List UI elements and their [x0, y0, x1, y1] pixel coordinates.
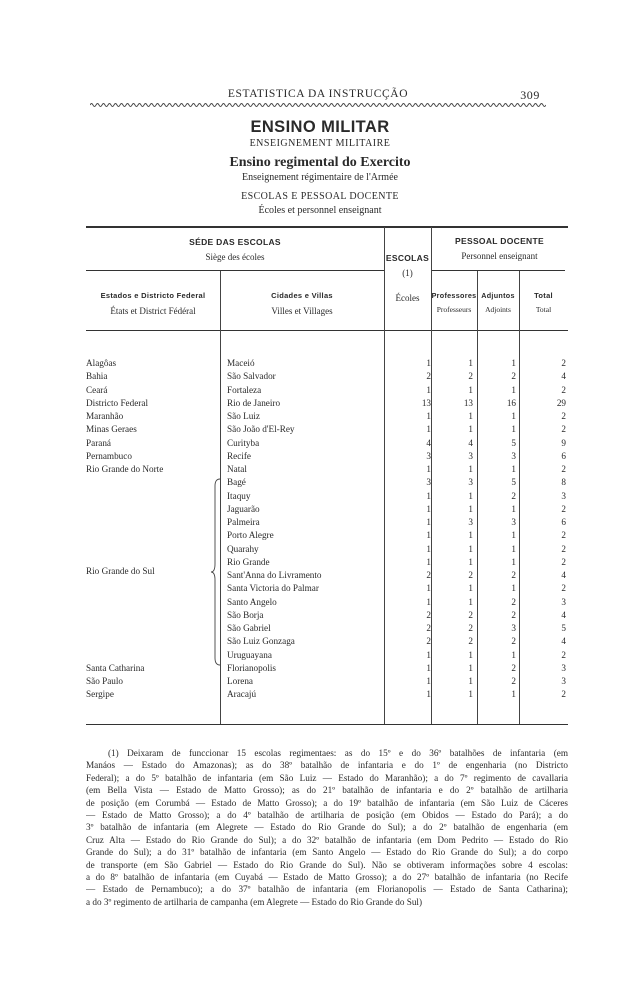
city-cell: São João d'El-Rey: [227, 424, 295, 435]
table-row: [0, 517, 640, 530]
escolas-cell: 1: [426, 384, 431, 395]
city-cell: Porto Alegre: [227, 530, 274, 541]
adjuntos-cell: 2: [511, 490, 516, 501]
table-row: [0, 411, 640, 424]
adjuntos-cell: 2: [511, 676, 516, 686]
professores-cell: 1: [468, 384, 473, 395]
city-cell: São Borja: [227, 609, 264, 620]
footnote-line: de transporte (em São Gabriel — Estado do Rio Grande do Sul). Não se obtiveram informações sobre 4 escolas:: [86, 859, 568, 870]
city-cell: Santo Angelo: [227, 596, 277, 607]
table-row: [0, 623, 640, 636]
header-sede-fr: Siège des écoles: [205, 252, 265, 262]
state-cell: Districto Federal: [86, 397, 148, 408]
escolas-cell: 1: [426, 583, 431, 594]
adjuntos-cell: 5: [511, 437, 516, 448]
header-mid-rule: [86, 270, 384, 271]
table-row: [0, 650, 640, 663]
escolas-cell: 2: [426, 371, 431, 382]
footnote-line: Federal); a do 5º batalhão de infantaria (em São Luiz — Estado do Maranhão); a do 7º regimento de cavallaria: [86, 772, 568, 783]
city-cell: São Luiz Gonzaga: [227, 636, 295, 647]
escolas-cell: 1: [426, 689, 431, 700]
total-cell: 4: [561, 636, 566, 647]
professores-cell: 1: [468, 676, 473, 686]
city-cell: São Luiz: [227, 411, 260, 421]
header-total-fr: Total: [535, 305, 552, 314]
table-row: [0, 597, 640, 610]
professores-cell: 1: [468, 543, 473, 554]
footnote-line: Cruz Alta — Estado do Rio Grande do Sul); a do 32º batalhão de infantaria (em Dom Pedrito — Estado do Rio: [86, 834, 568, 845]
escolas-cell: 1: [426, 358, 431, 368]
footnote: [86, 747, 568, 908]
escolas-cell: 1: [426, 543, 431, 554]
adjuntos-cell: 1: [511, 411, 516, 421]
professores-cell: 1: [468, 583, 473, 594]
table-row: [0, 676, 640, 689]
adjuntos-cell: 3: [511, 517, 516, 527]
footnote-line: (em Bella Vista — Estado de Matto Grosso); as do 21º batalhão de infantaria e do 2º batalhão de artilharia: [86, 785, 568, 796]
escolas-cell: 1: [426, 596, 431, 607]
city-cell: Maceió: [227, 358, 255, 368]
escolas-cell: 1: [426, 424, 431, 435]
table-row: [0, 398, 640, 411]
table-bottom-rule: [86, 724, 568, 725]
state-cell: Minas Geraes: [86, 424, 137, 435]
header-bottom-rule: [86, 330, 568, 331]
escolas-cell: 1: [426, 649, 431, 660]
city-cell: Fortaleza: [227, 384, 262, 395]
main-heading-fr: ENSEIGNEMENT MILITAIRE: [249, 138, 391, 149]
footnote-line: a do 3º regimento de artilharia de campanha (em Alegrete — Estado do Rio Grande do Sul): [86, 896, 423, 907]
table-row: [0, 530, 640, 543]
escolas-cell: 1: [426, 490, 431, 501]
professores-cell: 1: [468, 649, 473, 660]
professores-cell: 4: [468, 437, 473, 448]
city-cell: Recife: [227, 450, 251, 461]
adjuntos-cell: 1: [511, 543, 516, 554]
table-row: [0, 358, 640, 371]
adjuntos-cell: 1: [511, 464, 516, 474]
professores-cell: 2: [468, 371, 473, 382]
professores-cell: 2: [468, 623, 473, 633]
total-cell: 2: [561, 464, 566, 474]
footnote-line: a do 8º batalhão de infantaria (em Cuyabá — Estado de Matto Grosso); a do 27º batalhão de infantaria (no Recife: [86, 871, 568, 882]
total-cell: 9: [561, 437, 566, 448]
state-rio-grande-do-sul: Rio Grande do Sul: [86, 566, 155, 576]
total-cell: 5: [561, 623, 566, 633]
professores-cell: 1: [468, 424, 473, 435]
professores-cell: 13: [463, 397, 473, 408]
table-row: [0, 663, 640, 676]
adjuntos-cell: 1: [511, 424, 516, 435]
professores-cell: 1: [468, 662, 473, 673]
total-cell: 3: [561, 676, 566, 686]
adjuntos-cell: 1: [511, 530, 516, 541]
total-cell: 4: [561, 570, 566, 580]
header-estados: Estados e Districto Federal: [100, 291, 206, 300]
table-caption: ESCOLAS E PESSOAL DOCENTE: [241, 191, 399, 202]
professores-cell: 1: [468, 503, 473, 514]
header-pessoal-fr: Personnel enseignant: [461, 251, 538, 261]
state-cell: Maranhão: [86, 411, 124, 421]
header-professores: Professores: [431, 291, 477, 300]
total-cell: 2: [561, 411, 566, 421]
table-row: [0, 491, 640, 504]
adjuntos-cell: 2: [511, 609, 516, 620]
header-estados-fr: États et District Fédéral: [110, 306, 196, 316]
escolas-cell: 1: [426, 676, 431, 686]
table-row: [0, 424, 640, 437]
state-cell: Pernambuco: [86, 450, 132, 461]
escolas-cell: 4: [426, 437, 431, 448]
city-cell: Curityba: [227, 437, 260, 448]
professores-cell: 3: [468, 450, 473, 461]
state-cell: Ceará: [86, 384, 108, 395]
main-heading: ENSINO MILITAR: [250, 118, 390, 136]
header-escolas-fr: Écoles: [395, 293, 420, 303]
table-caption-fr: Écoles et personnel enseignant: [258, 205, 382, 216]
table-row: [0, 371, 640, 384]
table-row: [0, 610, 640, 623]
state-cell: Paraná: [86, 437, 111, 448]
adjuntos-cell: 1: [511, 503, 516, 514]
city-cell: Natal: [227, 464, 247, 474]
total-cell: 29: [556, 397, 566, 408]
table-row: [0, 689, 640, 702]
header-pessoal: PESSOAL DOCENTE: [455, 236, 544, 246]
table-top-rule: [86, 226, 568, 228]
footnote-line: — Estado de Pernambuco); a do 37º batalhão de infantaria (em Florianopolis — Estado de Santa Catharina);: [86, 884, 568, 895]
escolas-cell: 2: [426, 609, 431, 620]
adjuntos-cell: 1: [511, 649, 516, 660]
professores-cell: 1: [468, 411, 473, 421]
city-cell: Lorena: [227, 676, 254, 686]
escolas-cell: 2: [426, 623, 431, 633]
adjuntos-cell: 3: [511, 623, 516, 633]
city-cell: Jaguarão: [227, 503, 260, 514]
professores-cell: 1: [468, 689, 473, 700]
table-row: [0, 464, 640, 477]
professores-cell: 1: [468, 596, 473, 607]
escolas-cell: 1: [426, 530, 431, 541]
total-cell: 2: [561, 583, 566, 594]
state-cell: Bahia: [86, 371, 108, 382]
table-row: [0, 477, 640, 490]
state-cell: Sergipe: [86, 689, 114, 700]
total-cell: 2: [561, 556, 566, 567]
professores-cell: 1: [468, 556, 473, 567]
adjuntos-cell: 1: [511, 384, 516, 395]
city-cell: Rio Grande: [227, 556, 270, 567]
section-heading-fr: Enseignement régimentaire de l'Armée: [242, 172, 398, 183]
header-mid-rule-right: [431, 270, 565, 271]
city-cell: Sant'Anna do Livramento: [227, 570, 322, 580]
total-cell: 3: [561, 490, 566, 501]
header-total: Total: [534, 291, 553, 300]
city-cell: São Salvador: [227, 371, 276, 382]
professores-cell: 2: [468, 636, 473, 647]
adjuntos-cell: 2: [511, 371, 516, 382]
escolas-cell: 2: [426, 570, 431, 580]
professores-cell: 1: [468, 464, 473, 474]
footnote-line: (1) Deixaram de funccionar 15 escolas regimentaes: as do 15º e do 36º batalhões de infantaria (em: [108, 748, 568, 758]
total-cell: 4: [561, 609, 566, 620]
escolas-cell: 3: [426, 477, 431, 488]
total-cell: 6: [561, 450, 566, 461]
table-row: [0, 385, 640, 398]
escolas-cell: 13: [421, 397, 431, 408]
total-cell: 2: [561, 503, 566, 514]
city-cell: Aracajú: [227, 689, 257, 700]
header-adjuntos: Adjuntos: [481, 291, 515, 300]
total-cell: 2: [561, 384, 566, 395]
header-adjuntos-fr: Adjoints: [485, 305, 511, 314]
adjuntos-cell: 2: [511, 662, 516, 673]
adjuntos-cell: 16: [506, 397, 516, 408]
wavy-rule: [90, 101, 546, 109]
adjuntos-cell: 1: [511, 556, 516, 567]
adjuntos-cell: 3: [511, 450, 516, 461]
escolas-cell: 1: [426, 662, 431, 673]
escolas-cell: 1: [426, 411, 431, 421]
city-cell: São Gabriel: [227, 623, 271, 633]
professores-cell: 3: [468, 517, 473, 527]
city-cell: Uruguayana: [227, 649, 272, 660]
total-cell: 2: [561, 689, 566, 700]
escolas-cell: 2: [426, 636, 431, 647]
professores-cell: 1: [468, 490, 473, 501]
escolas-cell: 1: [426, 464, 431, 474]
state-cell: Santa Catharina: [86, 662, 145, 673]
state-cell: Rio Grande do Norte: [86, 464, 164, 474]
adjuntos-cell: 1: [511, 689, 516, 700]
table-row: [0, 583, 640, 596]
header-cidades: Cidades e Villas: [271, 291, 333, 300]
total-cell: 3: [561, 662, 566, 673]
table-row: [0, 451, 640, 464]
adjuntos-cell: 1: [511, 583, 516, 594]
city-cell: Rio de Janeiro: [227, 397, 281, 408]
escolas-cell: 1: [426, 503, 431, 514]
total-cell: 2: [561, 358, 566, 368]
escolas-cell: 3: [426, 450, 431, 461]
adjuntos-cell: 2: [511, 636, 516, 647]
brace-icon: [210, 478, 222, 666]
footnote-line: de posição (em Corumbá — Estado de Matto Grosso); a do 19º batalhão de infantaria (em São Luiz de Cáceres: [86, 797, 568, 808]
city-cell: Bagé: [227, 477, 246, 488]
city-cell: Santa Victoria do Palmar: [227, 583, 319, 594]
section-heading: Ensino regimental do Exercito: [229, 155, 411, 170]
running-head-title: ESTATISTICA DA INSTRUCÇÃO: [227, 88, 409, 100]
table-row: [0, 438, 640, 451]
adjuntos-cell: 2: [511, 596, 516, 607]
total-cell: 2: [561, 530, 566, 541]
header-professores-fr: Professeurs: [436, 305, 472, 314]
city-cell: Palmeira: [227, 517, 260, 527]
total-cell: 2: [561, 649, 566, 660]
table-row: [0, 504, 640, 517]
state-cell: São Paulo: [86, 676, 124, 686]
table-row: [0, 636, 640, 649]
total-cell: 2: [561, 543, 566, 554]
city-cell: Quarahy: [227, 543, 259, 554]
state-cell: Alagôas: [86, 358, 117, 368]
total-cell: 2: [561, 424, 566, 435]
total-cell: 8: [561, 477, 566, 488]
table-row: [0, 544, 640, 557]
footnote-line: Grande do Sul); a do 31º batalhão de infantaria (em Santo Angelo — Estado do Rio Grande do Sul); a do corpo: [86, 847, 568, 858]
adjuntos-cell: 2: [511, 570, 516, 580]
adjuntos-cell: 5: [511, 477, 516, 488]
total-cell: 4: [561, 371, 566, 382]
city-cell: Florianopolis: [227, 662, 277, 673]
footnote-line: — Estado de Matto Grosso); a do 4º batalhão de artilharia de posição (em Obidos — Estado do Pará); a do: [86, 809, 568, 820]
header-escolas-note: (1): [402, 268, 413, 278]
footnote-line: Manáos — Estado do Amazonas); as do 38º batalhão de infantaria e do 1º de engenharia (no Districto: [86, 760, 568, 771]
professores-cell: 3: [468, 477, 473, 488]
professores-cell: 1: [468, 530, 473, 541]
adjuntos-cell: 1: [511, 358, 516, 368]
header-sede: SÉDE DAS ESCOLAS: [189, 237, 281, 247]
header-escolas: ESCOLAS: [385, 253, 430, 263]
page-number: 309: [520, 88, 540, 102]
total-cell: 6: [561, 517, 566, 527]
escolas-cell: 1: [426, 556, 431, 567]
header-cidades-fr: Villes et Villages: [271, 306, 333, 316]
total-cell: 3: [561, 596, 566, 607]
escolas-cell: 1: [426, 517, 431, 527]
professores-cell: 2: [468, 570, 473, 580]
footnote-line: 3º batalhão de infantaria (em Alegrete — Estado do Rio Grande do Sul); a do 2º batalhão de engenharia (em: [86, 822, 568, 833]
city-cell: Itaquy: [227, 490, 251, 501]
professores-cell: 1: [468, 358, 473, 368]
professores-cell: 2: [468, 609, 473, 620]
